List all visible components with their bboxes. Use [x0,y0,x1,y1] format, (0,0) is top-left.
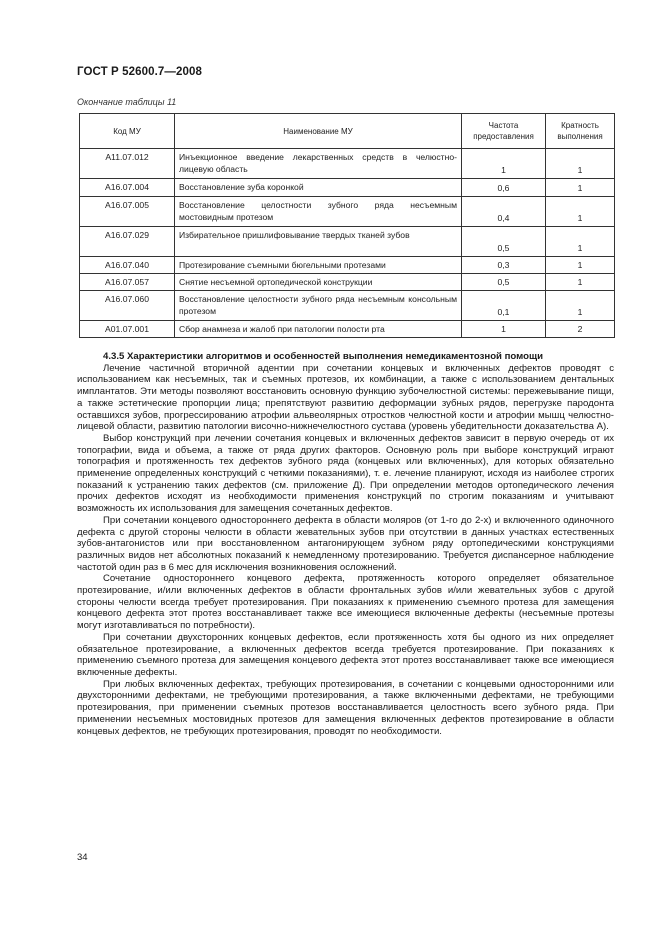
table-row [80,197,615,227]
cell-code: A16.07.005 [80,197,175,227]
cell-name: Инъекционное введение лекарственных средств в челюстно-лицевую область [175,149,462,179]
cell-frequency: 0,6 [462,179,546,197]
cell-name: Протезирование съемными бюгельными протезами [175,257,462,274]
column-header-code: Код МУ [80,114,175,149]
cell-frequency: 0,4 [462,197,546,227]
table-row [80,257,615,274]
services-table [79,113,615,338]
cell-code: A01.07.001 [80,321,175,338]
paragraph: При сочетании двухсторонних концевых дефектов, если протяженность хотя бы одного из них определяет обязательное протезирование, а включенных дефектов всегда требуется протезирование. При показаниях к применению съемного протеза для замещения концевого дефекта этот протез восстанавливает также все имеющиеся включенные дефекты. [77,631,614,678]
paragraph: При сочетании концевого одностороннего дефекта в области моляров (от 1-го до 2-х) и включенного одиночного дефекта с другой стороны челюсти в области жевательных зубов при отсутствии в данных участках естественных зубов-антагонистов или при восстановленном антагонирующем зубном ряду ортопедическими конструкциями различных видов нет абсолютных показаний к немедленному протезированию. Требуется диспансерное наблюдение частотой один раз в 6 мес для исключения возникновения осложнений. [77,514,614,573]
table-row [80,274,615,291]
paragraph: При любых включенных дефектах, требующих протезирования, в сочетании с концевыми односторонними или двухсторонними дефектами, не требующими протезирования, а также включенными дефектами, не требующими протезирования, при применении съемных протезов восстанавливается целостность всего зубного ряда. При применении несъемных мостовидных протезов для замещения включенных дефектов протезирование в области концевых дефектов, не требующих протезирования, проводят по необходимости. [77,678,614,737]
table-row [80,179,615,197]
cell-code: A16.07.029 [80,227,175,257]
table-header-row [80,114,615,149]
section-heading: 4.3.5 Характеристики алгоритмов и особенностей выполнения немедикаментозной помощи [103,351,543,362]
cell-frequency: 1 [462,149,546,179]
paragraph: Сочетание одностороннего концевого дефекта, протяженность которого определяет обязательное протезирование, и/или включенных дефектов в области фронтальных зубов и/или жевательных зубов с другой стороны челюсти всегда требует протезирования. При показаниях к применению съемного протеза для замещения концевого дефекта этот протез восстанавливает также все имеющиеся включенные дефекты (несъемные протезы могут изготавливаться по потребности). [77,573,614,632]
cell-multiplicity: 1 [546,291,615,321]
paragraph: Лечение частичной вторичной адентии при сочетании концевых и включенных дефектов проводят с использованием как несъемных, так и съемных протезов, их комбинации, а также с использованием дентальных имплантатов. Эти методы позволяют восстановить основную функцию зубочелюстной системы: пережевывание пищи, а также эстетические пропорции лица; препятствуют развитию деформации зубных рядов, перегрузке пародонта оставшихся зубов, прогрессированию атрофии альвеолярных отростков челюстной кости и атрофии мышц челюстно-лицевой области, развитию патологии височно-нижнечелюстного сустава (уровень убедительности доказательства А). [77,362,614,433]
cell-multiplicity: 2 [546,321,615,338]
cell-code: A16.07.040 [80,257,175,274]
cell-frequency: 1 [462,321,546,338]
cell-name: Восстановление целостности зубного ряда несъемным мостовидным протезом [175,197,462,227]
cell-code: A16.07.057 [80,274,175,291]
page-number: 34 [77,852,88,863]
cell-frequency: 0,5 [462,227,546,257]
column-header-multiplicity: Кратность выполнения [546,114,615,149]
cell-frequency: 0,3 [462,257,546,274]
cell-frequency: 0,5 [462,274,546,291]
cell-multiplicity: 1 [546,274,615,291]
cell-multiplicity: 1 [546,197,615,227]
cell-multiplicity: 1 [546,257,615,274]
cell-multiplicity: 1 [546,179,615,197]
column-header-frequency: Частота предоставления [462,114,546,149]
cell-name: Восстановление целостности зубного ряда несъемным консольным протезом [175,291,462,321]
cell-name: Восстановление зуба коронкой [175,179,462,197]
section-text [77,351,614,737]
paragraph: Выбор конструкций при лечении сочетания концевых и включенных дефектов зависит в первую очередь от их топографии, вида и объема, а также от ряда других факторов. Основную роль при выборе конструкций играют топография и протяженность тех дефектов зубного ряда (концевых или включенных), для которых обязательно применение определенных конструкций с четкими показаниями), т. е. лечение планируют, исходя из наиболее строгих показаний к устранению таких дефектов (см. приложение Д). При определении методов ортопедического лечения прочих дефектов исходят из необходимости применения конструкций по строгим показаниям и учитывают возможность их использования для замещения сочетанных дефектов. [77,432,614,515]
cell-code: A16.07.004 [80,179,175,197]
cell-multiplicity: 1 [546,149,615,179]
cell-name: Сбор анамнеза и жалоб при патологии полости рта [175,321,462,338]
table-row [80,321,615,338]
table-row [80,291,615,321]
column-header-name: Наименование МУ [175,114,462,149]
document-header: ГОСТ Р 52600.7—2008 [77,66,202,78]
cell-code: A16.07.060 [80,291,175,321]
table-row [80,227,615,257]
cell-code: A11.07.012 [80,149,175,179]
cell-name: Снятие несъемной ортопедической конструкции [175,274,462,291]
cell-multiplicity: 1 [546,227,615,257]
table-caption: Окончание таблицы 11 [77,97,177,107]
cell-frequency: 0,1 [462,291,546,321]
table-row [80,149,615,179]
cell-name: Избирательное пришлифовывание твердых тканей зубов [175,227,462,257]
